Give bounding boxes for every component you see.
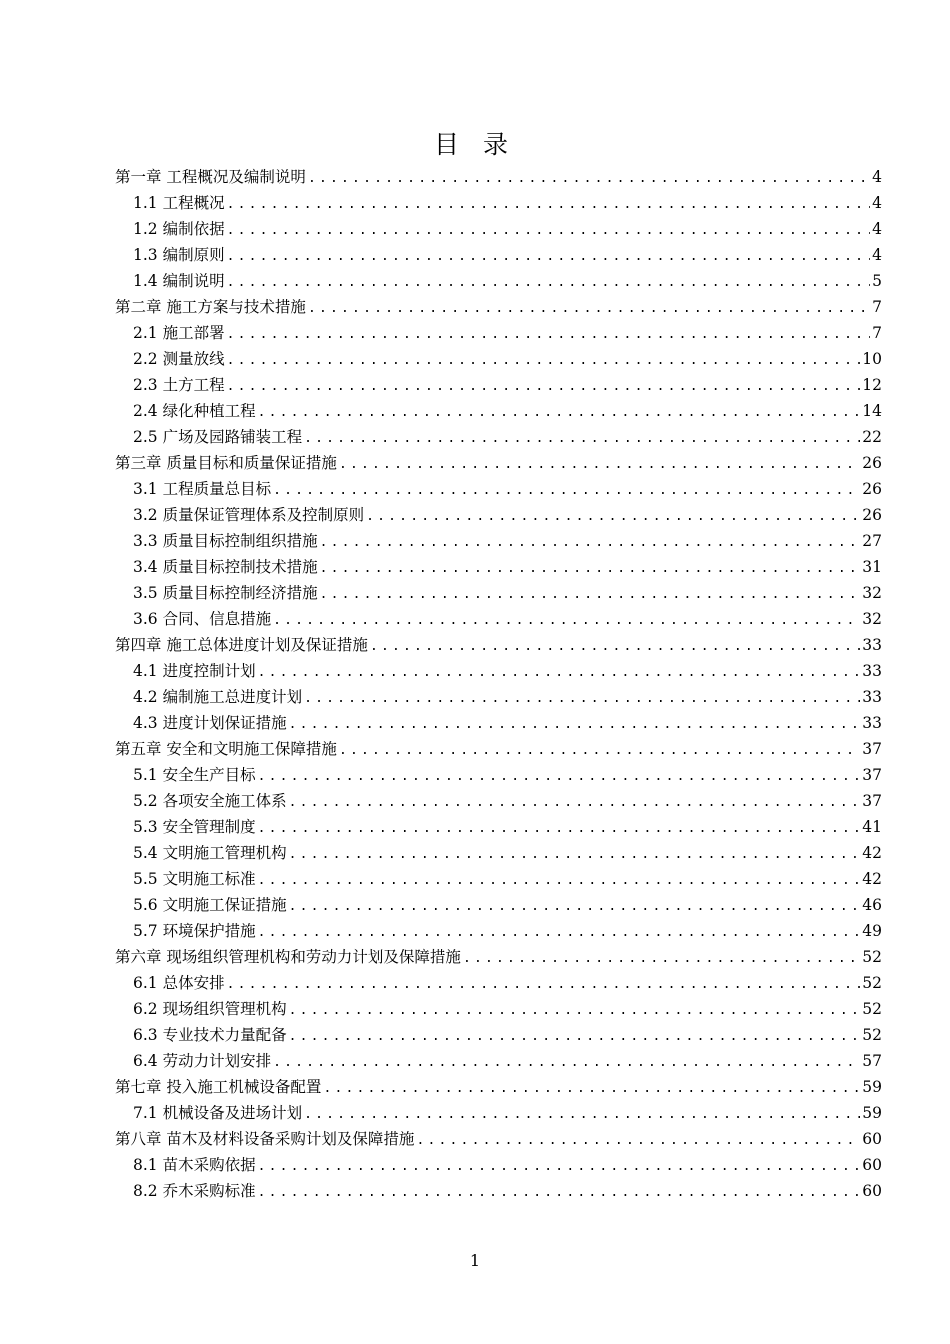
toc-entry-text: 4.2 编制施工总进度计划 — [133, 688, 303, 706]
toc-page-number: 32 — [862, 610, 882, 628]
toc-chapter-entry[interactable] — [115, 164, 882, 190]
toc-page-number: 26 — [862, 454, 882, 472]
toc-dot-leader — [289, 998, 861, 1022]
toc-entry-text: 6.1 总体安排 — [133, 974, 225, 992]
toc-page-number: 12 — [862, 376, 882, 394]
toc-dot-leader — [370, 634, 860, 658]
toc-page-number: 26 — [862, 480, 882, 498]
toc-dot-leader — [273, 608, 860, 632]
toc-entry-text: 1.4 编制说明 — [133, 272, 225, 290]
toc-entry-text: 5.2 各项安全施工体系 — [133, 792, 287, 810]
toc-page-number: 52 — [862, 948, 882, 966]
toc-page-number: 27 — [862, 532, 882, 550]
toc-dot-leader — [416, 1128, 860, 1152]
toc-dot-leader — [304, 686, 860, 710]
toc-section-entry[interactable] — [115, 814, 882, 840]
table-of-contents — [115, 164, 882, 1204]
toc-entry-text: 1.2 编制依据 — [133, 220, 225, 238]
toc-dot-leader — [320, 556, 861, 580]
toc-entry-text: 5.4 文明施工管理机构 — [133, 844, 287, 862]
toc-entry-text: 6.2 现场组织管理机构 — [133, 1000, 287, 1018]
toc-dot-leader — [273, 478, 860, 502]
toc-page-number: 49 — [862, 922, 882, 940]
toc-chapter-entry[interactable] — [115, 450, 882, 476]
toc-section-entry[interactable] — [115, 190, 882, 216]
toc-entry-text: 1.1 工程概况 — [133, 194, 225, 212]
toc-dot-leader — [258, 1180, 861, 1204]
toc-page-number: 42 — [862, 870, 882, 888]
toc-entry-text: 2.2 测量放线 — [133, 350, 225, 368]
toc-page-number: 31 — [862, 558, 882, 576]
toc-section-entry[interactable] — [115, 970, 882, 996]
toc-section-entry[interactable] — [115, 658, 882, 684]
toc-entry-text: 5.6 文明施工保证措施 — [133, 896, 287, 914]
toc-page-number: 4 — [872, 246, 882, 264]
toc-entry-text: 第七章 投入施工机械设备配置 — [115, 1078, 322, 1096]
toc-dot-leader — [258, 660, 861, 684]
toc-entry-text: 第一章 工程概况及编制说明 — [115, 168, 306, 186]
toc-page-number: 32 — [862, 584, 882, 602]
toc-dot-leader — [227, 270, 870, 294]
toc-page-number: 4 — [872, 168, 882, 186]
toc-entry-text: 5.7 环境保护措施 — [133, 922, 256, 940]
toc-entry-text: 3.5 质量目标控制经济措施 — [133, 584, 318, 602]
toc-entry-text: 第五章 安全和文明施工保障措施 — [115, 740, 337, 758]
toc-dot-leader — [273, 1050, 860, 1074]
toc-entry-text: 5.5 文明施工标准 — [133, 870, 256, 888]
toc-dot-leader — [304, 1102, 860, 1126]
toc-section-entry[interactable] — [115, 918, 882, 944]
toc-entry-text: 第六章 现场组织管理机构和劳动力计划及保障措施 — [115, 948, 461, 966]
toc-entry-text: 8.2 乔木采购标准 — [133, 1182, 256, 1200]
toc-section-entry[interactable] — [115, 528, 882, 554]
toc-section-entry[interactable] — [115, 892, 882, 918]
toc-page-number: 14 — [862, 402, 882, 420]
toc-section-entry[interactable] — [115, 320, 882, 346]
toc-entry-text: 1.3 编制原则 — [133, 246, 225, 264]
toc-entry-text: 3.2 质量保证管理体系及控制原则 — [133, 506, 365, 524]
toc-page-number: 57 — [862, 1052, 882, 1070]
toc-section-entry[interactable] — [115, 242, 882, 268]
toc-section-entry[interactable] — [115, 580, 882, 606]
toc-dot-leader — [463, 946, 860, 970]
toc-entry-text: 4.1 进度控制计划 — [133, 662, 256, 680]
toc-title: 目 录 — [434, 130, 516, 159]
toc-chapter-entry[interactable] — [115, 944, 882, 970]
toc-dot-leader — [289, 790, 861, 814]
toc-dot-leader — [227, 348, 861, 372]
toc-dot-leader — [323, 1076, 860, 1100]
toc-dot-leader — [289, 1024, 861, 1048]
toc-page-number: 37 — [862, 766, 882, 784]
toc-entry-text: 2.4 绿化种植工程 — [133, 402, 256, 420]
toc-entry-text: 3.3 质量目标控制组织措施 — [133, 532, 318, 550]
toc-section-entry[interactable] — [115, 424, 882, 450]
toc-page-number: 4 — [872, 194, 882, 212]
toc-dot-leader — [304, 426, 860, 450]
toc-section-entry[interactable] — [115, 476, 882, 502]
toc-section-entry[interactable] — [115, 1152, 882, 1178]
toc-page-number: 60 — [862, 1182, 882, 1200]
toc-section-entry[interactable] — [115, 346, 882, 372]
toc-dot-leader — [227, 972, 861, 996]
toc-page-number: 37 — [862, 740, 882, 758]
toc-entry-text: 第四章 施工总体进度计划及保证措施 — [115, 636, 368, 654]
toc-entry-text: 5.1 安全生产目标 — [133, 766, 256, 784]
toc-page-number: 60 — [862, 1130, 882, 1148]
toc-entry-text: 8.1 苗木采购依据 — [133, 1156, 256, 1174]
toc-dot-leader — [320, 582, 861, 606]
toc-dot-leader — [366, 504, 860, 528]
toc-entry-text: 第八章 苗木及材料设备采购计划及保障措施 — [115, 1130, 415, 1148]
toc-dot-leader — [258, 400, 861, 424]
toc-entry-text: 第三章 质量目标和质量保证措施 — [115, 454, 337, 472]
toc-section-entry[interactable] — [115, 996, 882, 1022]
toc-section-entry[interactable] — [115, 372, 882, 398]
toc-page-number: 33 — [862, 636, 882, 654]
toc-page-number: 52 — [862, 974, 882, 992]
toc-page-number: 60 — [862, 1156, 882, 1174]
toc-dot-leader — [258, 816, 861, 840]
toc-section-entry[interactable] — [115, 554, 882, 580]
toc-section-entry[interactable] — [115, 684, 882, 710]
toc-dot-leader — [258, 1154, 861, 1178]
toc-section-entry[interactable] — [115, 1022, 882, 1048]
toc-dot-leader — [339, 452, 860, 476]
toc-dot-leader — [227, 322, 870, 346]
toc-entry-text: 第二章 施工方案与技术措施 — [115, 298, 306, 316]
toc-page-number: 59 — [862, 1104, 882, 1122]
toc-dot-leader — [289, 894, 861, 918]
toc-dot-leader — [227, 218, 870, 242]
toc-page-number: 42 — [862, 844, 882, 862]
toc-page-number: 37 — [862, 792, 882, 810]
toc-page-number: 59 — [862, 1078, 882, 1096]
toc-dot-leader — [227, 192, 870, 216]
toc-section-entry[interactable] — [115, 502, 882, 528]
toc-section-entry[interactable] — [115, 1100, 882, 1126]
toc-section-entry[interactable] — [115, 788, 882, 814]
toc-chapter-entry[interactable] — [115, 736, 882, 762]
toc-page-number: 5 — [872, 272, 882, 290]
toc-dot-leader — [258, 868, 861, 892]
toc-page-number: 26 — [862, 506, 882, 524]
toc-dot-leader — [227, 244, 870, 268]
toc-page-number: 7 — [872, 298, 882, 316]
toc-dot-leader — [320, 530, 861, 554]
toc-page-number: 52 — [862, 1026, 882, 1044]
toc-page-number: 7 — [872, 324, 882, 342]
toc-section-entry[interactable] — [115, 606, 882, 632]
toc-page-number: 33 — [862, 688, 882, 706]
toc-entry-text: 3.1 工程质量总目标 — [133, 480, 272, 498]
toc-dot-leader — [258, 920, 861, 944]
toc-entry-text: 7.1 机械设备及进场计划 — [133, 1104, 303, 1122]
toc-entry-text: 4.3 进度计划保证措施 — [133, 714, 287, 732]
toc-section-entry[interactable] — [115, 1178, 882, 1204]
toc-entry-text: 5.3 安全管理制度 — [133, 818, 256, 836]
toc-section-entry[interactable] — [115, 1048, 882, 1074]
toc-section-entry[interactable] — [115, 866, 882, 892]
toc-entry-text: 2.5 广场及园路铺装工程 — [133, 428, 303, 446]
toc-page-number: 10 — [862, 350, 882, 368]
toc-chapter-entry[interactable] — [115, 1074, 882, 1100]
toc-dot-leader — [308, 296, 870, 320]
toc-dot-leader — [289, 712, 861, 736]
toc-entry-text: 3.6 合同、信息措施 — [133, 610, 272, 628]
toc-dot-leader — [339, 738, 860, 762]
toc-page-number: 46 — [862, 896, 882, 914]
toc-section-entry[interactable] — [115, 710, 882, 736]
toc-section-entry[interactable] — [115, 840, 882, 866]
toc-section-entry[interactable] — [115, 216, 882, 242]
toc-section-entry[interactable] — [115, 398, 882, 424]
toc-chapter-entry[interactable] — [115, 294, 882, 320]
toc-dot-leader — [289, 842, 861, 866]
toc-entry-text: 6.3 专业技术力量配备 — [133, 1026, 287, 1044]
toc-page-number: 22 — [862, 428, 882, 446]
toc-chapter-entry[interactable] — [115, 632, 882, 658]
toc-page-number: 33 — [862, 714, 882, 732]
toc-chapter-entry[interactable] — [115, 1126, 882, 1152]
toc-dot-leader — [258, 764, 861, 788]
toc-entry-text: 2.1 施工部署 — [133, 324, 225, 342]
toc-entry-text: 3.4 质量目标控制技术措施 — [133, 558, 318, 576]
toc-page-number: 41 — [862, 818, 882, 836]
toc-page-number: 52 — [862, 1000, 882, 1018]
toc-section-entry[interactable] — [115, 268, 882, 294]
toc-dot-leader — [308, 166, 870, 190]
toc-entry-text: 2.3 土方工程 — [133, 376, 225, 394]
toc-entry-text: 6.4 劳动力计划安排 — [133, 1052, 272, 1070]
toc-section-entry[interactable] — [115, 762, 882, 788]
toc-page-number: 33 — [862, 662, 882, 680]
toc-dot-leader — [227, 374, 861, 398]
page-number: 1 — [469, 1251, 481, 1270]
toc-page-number: 4 — [872, 220, 882, 238]
